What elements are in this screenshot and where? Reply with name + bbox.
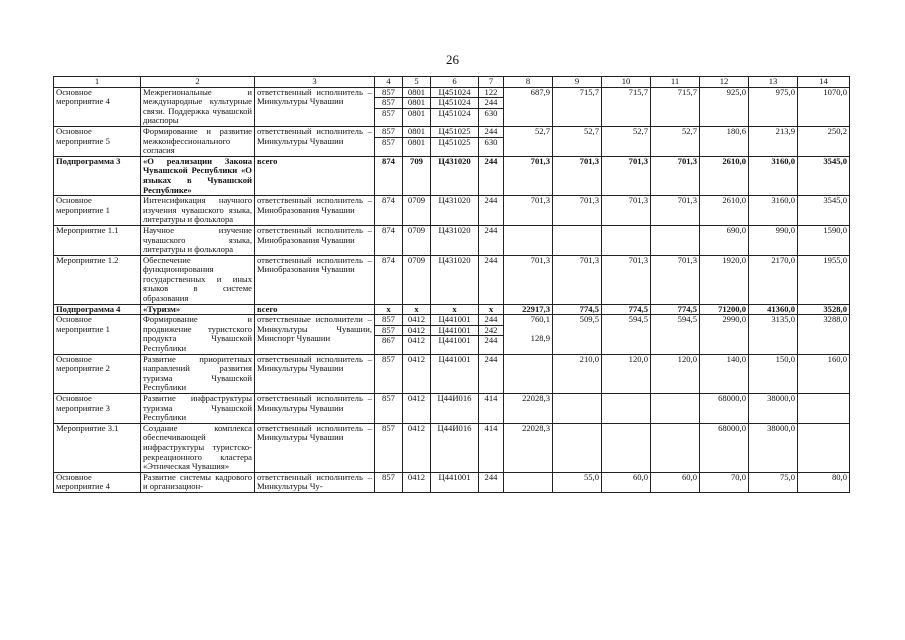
item-name-cell: Интенсификация научного изучения чувашского языка, литературы и фольклора (141, 196, 255, 226)
amount-cell (553, 423, 602, 472)
expense-type-cell (479, 394, 504, 424)
section-code-cell (403, 255, 431, 304)
item-label-cell: Мероприятие 1.1 (54, 225, 141, 255)
responsible-cell: ответственные исполнители – Минкультуры Чувашии, Минспорт Чувашии (255, 315, 375, 354)
code-value: 244 (484, 335, 498, 346)
responsible-cell: ответственный исполнитель – Минкультуры Чувашии (255, 354, 375, 393)
responsible-cell: всего (255, 156, 375, 195)
column-header: 4 (375, 77, 403, 88)
amount-cell: 990,0 (749, 225, 798, 255)
code-value: Ц44И016 (437, 423, 472, 433)
expense-type-cell (479, 354, 504, 393)
code-value: Ц451025 (431, 127, 478, 138)
item-name-cell: Научное изучение чувашского языка, литературы и фольклора (141, 225, 255, 255)
item-name-cell: Развитие системы кадрового и организацион- (141, 472, 255, 492)
code-value: Ц441001 (438, 335, 471, 346)
item-label-cell: Мероприятие 3.1 (54, 423, 141, 472)
target-code-cell (431, 304, 479, 315)
grbs-code-cell (375, 423, 403, 472)
code-value: 0709 (407, 225, 426, 235)
code-value: х (386, 304, 391, 314)
expense-type-cell (479, 196, 504, 226)
code-value: 857 (382, 423, 395, 433)
table-row (54, 304, 850, 315)
grbs-code-cell (375, 196, 403, 226)
code-value: 857 (375, 127, 402, 138)
code-value: Ц44И016 (437, 393, 472, 403)
code-value: 0412 (407, 335, 426, 346)
code-value: 414 (484, 423, 498, 433)
section-code-cell (403, 423, 431, 472)
amount-cell: 1590,0 (798, 225, 850, 255)
amount-cell: 774,5 (651, 304, 700, 315)
item-name-cell: Развитие инфраструктуры туризма Чувашской Республики (141, 394, 255, 424)
amount-cell: 594,5 (602, 315, 651, 354)
target-code-cell (431, 394, 479, 424)
expense-type-cell (479, 156, 504, 195)
amount-cell: 55,0 (553, 472, 602, 492)
code-value: 0801 (403, 98, 430, 109)
code-value: 244 (484, 472, 498, 482)
column-header: 5 (403, 77, 431, 88)
item-name-cell: Межрегиональные и международные культурные связи. Поддержка чувашской диаспоры (141, 87, 255, 126)
code-value: Ц431020 (438, 156, 471, 166)
item-name-cell: «Туризм» (141, 304, 255, 315)
amount-cell (651, 225, 700, 255)
section-code-cell (403, 472, 431, 492)
amount-cell (504, 472, 553, 492)
target-code-cell (431, 472, 479, 492)
amount-cell: 701,3 (651, 255, 700, 304)
amount-cell: 1920,0 (700, 255, 749, 304)
expense-type-cell (479, 472, 504, 492)
amount-cell: 120,0 (602, 354, 651, 393)
amount-cell: 250,2 (798, 126, 850, 156)
section-code-cell (403, 156, 431, 195)
amount-cell: 701,3 (651, 196, 700, 226)
expense-type-cell (479, 225, 504, 255)
item-name-cell: «О реализации Закона Чувашской Республики «О языках в Чувашской Республике» (141, 156, 255, 195)
table-row (54, 472, 850, 492)
section-code-cell (403, 304, 431, 315)
responsible-cell: ответственный исполнитель – Минкультуры Чувашии (255, 394, 375, 424)
amount-cell: 38000,0 (749, 423, 798, 472)
amount-cell: 3135,0 (749, 315, 798, 354)
code-value: 630 (484, 136, 498, 147)
code-value: 857 (382, 136, 395, 147)
responsible-cell: ответственный исполнитель – Минобразования Чувашии (255, 225, 375, 255)
amount-cell: 975,0 (749, 87, 798, 126)
section-code-cell (403, 315, 431, 354)
column-header: 1 (54, 77, 141, 88)
code-value: Ц441001 (438, 354, 471, 364)
code-value: 857 (375, 88, 402, 99)
code-value: Ц451025 (438, 136, 471, 147)
amount-cell: 690,0 (700, 225, 749, 255)
amount-cell: 509,5 (553, 315, 602, 354)
column-header: 6 (431, 77, 479, 88)
item-name-cell: Формирование и продвижение туристского продукта Чувашской Республики (141, 315, 255, 354)
amount-cell: 2610,0 (700, 196, 749, 226)
amount-cell: 774,5 (553, 304, 602, 315)
code-value: 0801 (403, 88, 430, 99)
amount-cell: 52,7 (651, 126, 700, 156)
column-header: 14 (798, 77, 850, 88)
section-code-cell (403, 394, 431, 424)
table-row (54, 255, 850, 304)
code-value: 0801 (407, 136, 426, 147)
table-row (54, 126, 850, 156)
amount-cell: 701,3 (651, 156, 700, 195)
column-header: 10 (602, 77, 651, 88)
code-value: 244 (479, 315, 503, 326)
amount-cell: 3528,0 (798, 304, 850, 315)
code-value: 857 (382, 107, 395, 118)
amount-cell: 210,0 (553, 354, 602, 393)
section-code-cell (403, 196, 431, 226)
responsible-cell: ответственный исполнитель – Минобразования Чувашии (255, 255, 375, 304)
item-label-cell: Основное мероприятие 1 (54, 196, 141, 226)
amount-cell: 715,7 (602, 87, 651, 126)
expense-type-cell (479, 423, 504, 472)
amount-cell: 701,3 (553, 255, 602, 304)
code-value: х (452, 304, 457, 314)
item-label-cell: Подпрограмма 3 (54, 156, 141, 195)
amount-cell (602, 225, 651, 255)
table-row (54, 156, 850, 195)
table-row (54, 354, 850, 393)
code-value: 867 (382, 335, 395, 346)
responsible-cell: ответственный исполнитель – Минкультуры Чувашии (255, 126, 375, 156)
amount-cell: 70,0 (700, 472, 749, 492)
code-value: 857 (382, 354, 395, 364)
code-value: Ц451024 (431, 98, 478, 109)
responsible-cell: ответственный исполнитель – Минкультуры Чувашии (255, 423, 375, 472)
table-row (54, 225, 850, 255)
target-code-cell (431, 156, 479, 195)
code-value: 244 (479, 98, 503, 109)
amount-cell: 68000,0 (700, 423, 749, 472)
table-row (54, 423, 850, 472)
amount-cell: 60,0 (602, 472, 651, 492)
column-header: 11 (651, 77, 700, 88)
item-label-cell: Основное мероприятие 4 (54, 87, 141, 126)
amount-cell: 701,3 (553, 156, 602, 195)
amount-cell: 75,0 (749, 472, 798, 492)
amount-cell: 52,7 (553, 126, 602, 156)
target-code-cell (431, 126, 479, 156)
code-value: 630 (484, 107, 498, 118)
amount-cell: 2610,0 (700, 156, 749, 195)
amount-cell: 180,6 (700, 126, 749, 156)
item-label-cell: Подпрограмма 4 (54, 304, 141, 315)
grbs-code-cell (375, 156, 403, 195)
page-number: 26 (446, 52, 459, 67)
amount-cell: 774,5 (602, 304, 651, 315)
amount-cell: 2170,0 (749, 255, 798, 304)
item-label-cell: Основное мероприятие 1 (54, 315, 141, 354)
amount-cell: 213,9 (749, 126, 798, 156)
code-value: 122 (479, 88, 503, 99)
amount-cell: 701,3 (504, 255, 553, 304)
amount-cell (504, 354, 553, 393)
code-value: 414 (484, 393, 498, 403)
section-code-cell (403, 87, 431, 126)
code-value: 857 (382, 472, 395, 482)
grbs-code-cell (375, 354, 403, 393)
amount-cell: 160,0 (798, 354, 850, 393)
target-code-cell (431, 354, 479, 393)
code-value: Ц451024 (431, 88, 478, 99)
amount-cell (602, 423, 651, 472)
grbs-code-cell (375, 315, 403, 354)
column-header: 9 (553, 77, 602, 88)
item-name-cell: Создание комплекса обеспечивающей инфраструктуры туристско-рекреационного кластера «Этническая Чувашия» (141, 423, 255, 472)
column-header: 12 (700, 77, 749, 88)
code-value: 244 (484, 225, 498, 235)
expense-type-cell (479, 87, 504, 126)
amount-cell: 52,7 (504, 126, 553, 156)
amount-cell (651, 423, 700, 472)
item-label-cell: Мероприятие 1.2 (54, 255, 141, 304)
amount-cell (553, 394, 602, 424)
amount-cell (504, 225, 553, 255)
amount-cell (651, 394, 700, 424)
code-value: 244 (479, 127, 503, 138)
code-value: Ц431020 (438, 255, 471, 265)
code-value: 0412 (403, 315, 430, 326)
amount-cell (798, 394, 850, 424)
code-value: 709 (410, 156, 423, 166)
code-value: 244 (484, 195, 498, 206)
grbs-code-cell (375, 394, 403, 424)
amount-cell: 3288,0 (798, 315, 850, 354)
section-code-cell (403, 354, 431, 393)
grbs-code-cell (375, 126, 403, 156)
grbs-code-cell (375, 225, 403, 255)
amount-cell: 3160,0 (749, 156, 798, 195)
code-value: 857 (375, 326, 402, 337)
code-value: 0709 (407, 255, 426, 265)
amount-cell (602, 394, 651, 424)
code-value: Ц441001 (438, 472, 471, 482)
item-label-cell: Основное мероприятие 4 (54, 472, 141, 492)
responsible-cell: ответственный исполнитель – Минобразования Чувашии (255, 196, 375, 226)
amount-cell: 594,5 (651, 315, 700, 354)
code-value: 242 (479, 326, 503, 337)
table-row (54, 394, 850, 424)
code-value: 0412 (407, 423, 426, 433)
table-row (54, 315, 850, 354)
amount-cell: 925,0 (700, 87, 749, 126)
amount-cell: 3160,0 (749, 196, 798, 226)
table-row (54, 87, 850, 126)
code-value: 0412 (403, 326, 430, 337)
amount-cell: 687,9 (504, 87, 553, 126)
amount-cell: 22028,3 (504, 394, 553, 424)
amount-cell: 68000,0 (700, 394, 749, 424)
amount-cell: 71200,0 (700, 304, 749, 315)
target-code-cell (431, 196, 479, 226)
amount-cell: 715,7 (651, 87, 700, 126)
amount-cell: 701,3 (504, 196, 553, 226)
responsible-cell: ответственный исполнитель – Минкультуры Чувашии (255, 87, 375, 126)
expense-type-cell (479, 315, 504, 354)
amount-cell: 22028,3 (504, 423, 553, 472)
code-value: х (414, 304, 419, 314)
amount-cell: 22917,3 (504, 304, 553, 315)
code-value: 874 (382, 156, 395, 166)
amount-cell: 701,3 (504, 156, 553, 195)
amount-cell: 760,1 128,9 (504, 315, 553, 354)
target-code-cell (431, 315, 479, 354)
expense-type-cell (479, 126, 504, 156)
amount-cell: 41360,0 (749, 304, 798, 315)
amount-cell: 3545,0 (798, 156, 850, 195)
amount-cell: 60,0 (651, 472, 700, 492)
section-code-cell (403, 126, 431, 156)
amount-cell: 2990,0 (700, 315, 749, 354)
target-code-cell (431, 423, 479, 472)
code-value: Ц431020 (438, 195, 471, 206)
responsible-cell: ответственный исполнитель – Минкультуры Чу- (255, 472, 375, 492)
target-code-cell (431, 87, 479, 126)
amount-cell: 80,0 (798, 472, 850, 492)
amount-cell: 701,3 (553, 196, 602, 226)
amount-cell (798, 423, 850, 472)
code-value: 874 (382, 225, 395, 235)
responsible-cell: всего (255, 304, 375, 315)
item-label-cell: Основное мероприятие 3 (54, 394, 141, 424)
table-row (54, 196, 850, 226)
code-value: 857 (375, 315, 402, 326)
section-code-cell (403, 225, 431, 255)
code-value: Ц431020 (438, 225, 471, 235)
code-value: 244 (484, 156, 498, 166)
amount-cell: 140,0 (700, 354, 749, 393)
amount-cell: 701,3 (602, 156, 651, 195)
code-value: 244 (484, 255, 498, 265)
amount-cell: 701,3 (602, 196, 651, 226)
column-header: 3 (255, 77, 375, 88)
amount-cell: 1955,0 (798, 255, 850, 304)
code-value: 874 (382, 195, 395, 206)
amount-cell: 701,3 (602, 255, 651, 304)
column-header: 8 (504, 77, 553, 88)
code-value: Ц441001 (431, 326, 478, 337)
code-value: 0709 (407, 195, 426, 206)
amount-cell: 120,0 (651, 354, 700, 393)
code-value: 0412 (407, 472, 426, 482)
amount-cell: 38000,0 (749, 394, 798, 424)
amount-cell: 715,7 (553, 87, 602, 126)
amount-cell: 3545,0 (798, 196, 850, 226)
item-name-cell: Обеспечение функционирования государственных и иных языков в системе образования (141, 255, 255, 304)
table-header-row (54, 77, 850, 88)
target-code-cell (431, 225, 479, 255)
column-header: 2 (141, 77, 255, 88)
target-code-cell (431, 255, 479, 304)
budget-table (53, 76, 850, 493)
code-value: х (488, 304, 494, 314)
code-value: 857 (382, 393, 395, 403)
amount-cell (553, 225, 602, 255)
item-name-cell: Формирование и развитие межконфессионального согласия (141, 126, 255, 156)
code-value: Ц451024 (438, 107, 471, 118)
grbs-code-cell (375, 87, 403, 126)
code-value: 0412 (407, 393, 426, 403)
amount-cell: 1070,0 (798, 87, 850, 126)
code-value: 857 (375, 98, 402, 109)
code-value: 0412 (407, 354, 426, 364)
item-name-cell: Развитие приоритетных направлений развития туризма Чувашской Республики (141, 354, 255, 393)
item-label-cell: Основное мероприятие 5 (54, 126, 141, 156)
grbs-code-cell (375, 255, 403, 304)
code-value: 0801 (407, 107, 426, 118)
column-header: 13 (749, 77, 798, 88)
expense-type-cell (479, 255, 504, 304)
expense-type-cell (479, 304, 504, 315)
code-value: 874 (382, 255, 395, 265)
code-value: 0801 (403, 127, 430, 138)
item-label-cell: Основное мероприятие 2 (54, 354, 141, 393)
amount-cell: 52,7 (602, 126, 651, 156)
amount-cell: 150,0 (749, 354, 798, 393)
column-header: 7 (479, 77, 504, 88)
code-value: 244 (484, 354, 498, 364)
grbs-code-cell (375, 472, 403, 492)
grbs-code-cell (375, 304, 403, 315)
code-value: Ц441001 (431, 315, 478, 326)
